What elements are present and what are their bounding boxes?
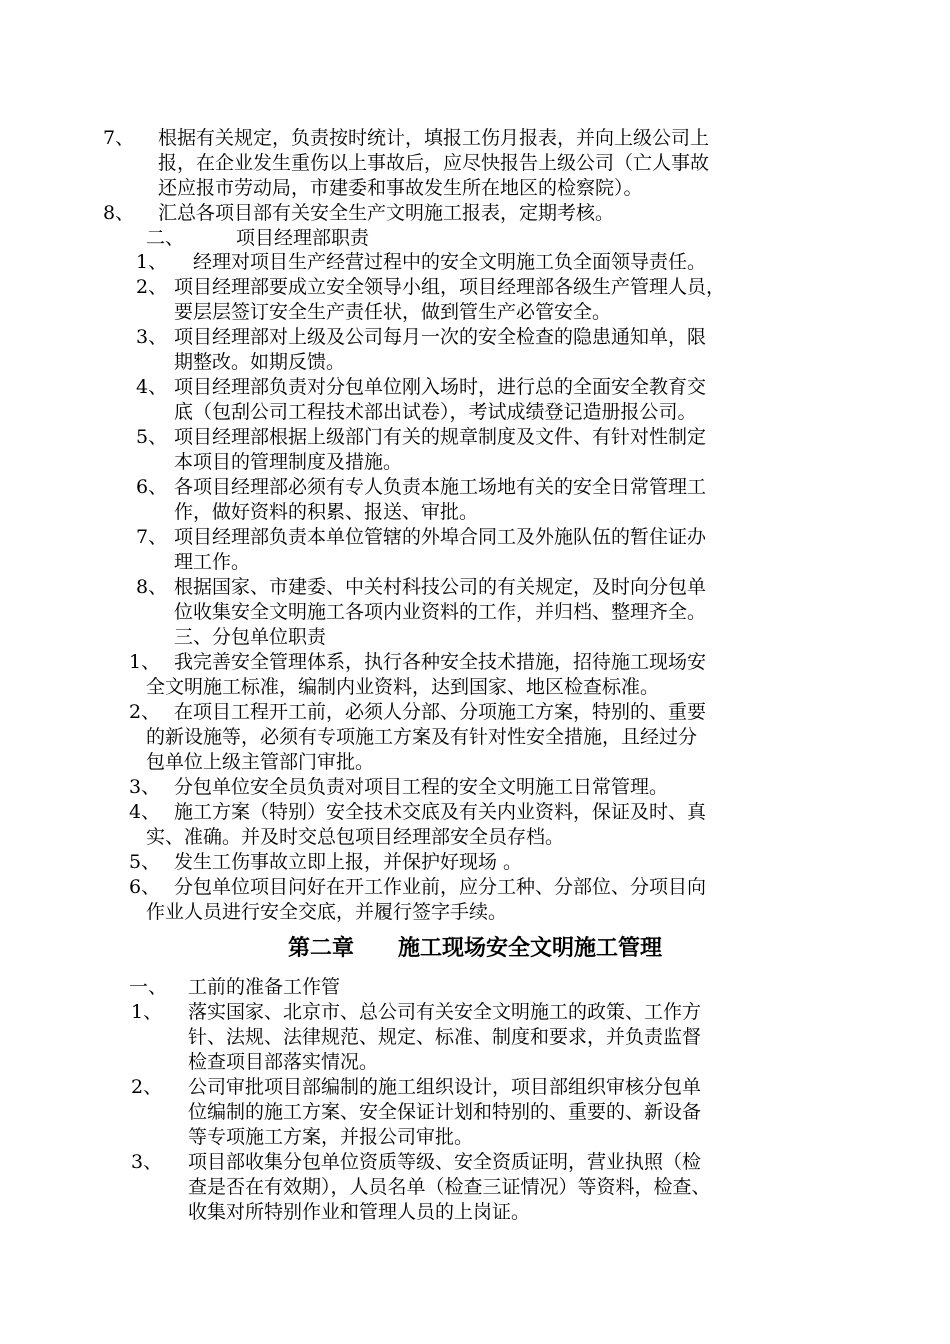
item-line: 根据国家、市建委、中关村科技公司的有关规定，及时向分包单 <box>174 576 707 598</box>
item-number: 8、 <box>136 576 168 598</box>
item-number: 3、 <box>131 1151 163 1173</box>
item-number: 2、 <box>131 1076 163 1098</box>
item-number: 5、 <box>129 851 161 873</box>
section-heading: 项目经理部职责 <box>236 227 370 249</box>
item-line: 还应报市劳动局，市建委和事故发生所在地区的检察院）。 <box>158 177 643 199</box>
item-line: 落实国家、北京市、总公司有关安全文明施工的政策、工作方 <box>188 1001 702 1023</box>
item-line: 项目部收集分包单位资质等级、安全资质证明，营业执照（检 <box>188 1151 702 1173</box>
item-line: 查是否在有效期），人员名单（检查三证情况）等资料，检查、 <box>188 1176 711 1198</box>
item-line: 在项目工程开工前，必须人分部、分项施工方案，特别的、重要 <box>174 701 707 723</box>
item-line: 根据有关规定，负责按时统计，填报工伤月报表，并向上级公司上 <box>158 127 710 149</box>
item-line: 实、准确。并及时交总包项目经理部安全员存档。 <box>146 826 565 848</box>
item-line: 等专项施工方案，并报公司审批。 <box>188 1126 474 1148</box>
item-number: 5、 <box>136 426 168 448</box>
item-number: 2、 <box>136 276 168 298</box>
item-line: 的新设施等，必须有专项施工方案及有针对性安全措施，且经过分 <box>146 726 698 748</box>
item-line: 项目经理部负责对分包单位刚入场时，进行总的全面安全教育交 <box>174 376 707 398</box>
section-heading: 工前的准备工作管 <box>188 976 341 998</box>
item-line: 经理对项目生产经营过程中的安全文明施工负全面领导责任。 <box>193 251 707 273</box>
item-line: 各项目经理部必须有专人负责本施工场地有关的安全日常管理工 <box>174 476 707 498</box>
item-line: 施工方案（特别）安全技术交底及有关内业资料，保证及时、真 <box>174 801 707 823</box>
item-line: 针、法规、法律规范、规定、标准、制度和要求，并负责监督 <box>188 1026 702 1048</box>
item-line: 收集对所特别作业和管理人员的上岗证。 <box>188 1201 531 1223</box>
item-number: 6、 <box>129 876 161 898</box>
item-line: 作，做好资料的积累、报送、审批。 <box>174 501 479 523</box>
item-line: 汇总各项目部有关安全生产文明施工报表，定期考核。 <box>158 202 615 224</box>
section-heading-number: 二、 <box>146 227 185 249</box>
section-heading-number: 一、 <box>129 976 168 998</box>
item-line: 报，在企业发生重伤以上事故后，应尽快报告上级公司（亡人事故 <box>158 152 710 174</box>
item-line: 项目经理部要成立安全领导小组，项目经理部各级生产管理人员， <box>174 276 726 298</box>
item-line: 包单位上级主管部门审批。 <box>146 751 375 773</box>
item-line: 位收集安全文明施工各项内业资料的工作，并归档、整理齐全。 <box>174 601 707 623</box>
item-line: 底（包刮公司工程技术部出试卷），考试成绩登记造册报公司。 <box>174 401 697 423</box>
item-number: 3、 <box>136 326 168 348</box>
item-number: 2、 <box>129 701 161 723</box>
item-line: 作业人员进行安全交底，并履行签字手续。 <box>146 901 508 923</box>
item-number: 1、 <box>136 251 168 273</box>
item-line: 发生工伤事故立即上报，并保护好现场 。 <box>174 851 523 873</box>
item-line: 全文明施工标准，编制内业资料，达到国家、地区检查标准。 <box>146 676 660 698</box>
item-line: 项目经理部负责本单位管辖的外埠合同工及外施队伍的暂住证办 <box>174 526 707 548</box>
item-number: 1、 <box>129 651 161 673</box>
item-number: 6、 <box>136 476 168 498</box>
item-number: 1、 <box>131 1001 163 1023</box>
item-line: 分包单位项目问好在开工作业前，应分工种、分部位、分项目向 <box>174 876 707 898</box>
item-line: 期整改。如期反馈。 <box>174 351 346 373</box>
item-line: 公司审批项目部编制的施工组织设计，项目部组织审核分包单 <box>188 1076 702 1098</box>
item-number: 4、 <box>136 376 168 398</box>
item-number: 8、 <box>103 202 135 224</box>
item-line: 位编制的施工方案、安全保证计划和特别的、重要的、新设备 <box>188 1101 702 1123</box>
item-line: 我完善安全管理体系，执行各种安全技术措施，招待施工现场安 <box>174 651 707 673</box>
item-number: 7、 <box>136 526 168 548</box>
item-line: 项目经理部对上级及公司每月一次的安全检查的隐患通知单，限 <box>174 326 707 348</box>
section-heading: 三、分包单位职责 <box>174 626 327 648</box>
item-number: 7、 <box>103 127 135 149</box>
item-number: 4、 <box>129 801 161 823</box>
item-line: 理工作。 <box>174 551 251 573</box>
chapter-title: 第二章 施工现场安全文明施工管理 <box>287 936 662 961</box>
item-line: 要层层签订安全生产责任状，做到管生产必管安全。 <box>174 301 612 323</box>
item-line: 本项目的管理制度及措施。 <box>174 451 403 473</box>
item-number: 3、 <box>129 776 161 798</box>
item-line: 项目经理部根据上级部门有关的规章制度及文件、有针对性制定 <box>174 426 707 448</box>
item-line: 检查项目部落实情况。 <box>188 1051 379 1073</box>
item-line: 分包单位安全员负责对项目工程的安全文明施工日常管理。 <box>174 776 669 798</box>
